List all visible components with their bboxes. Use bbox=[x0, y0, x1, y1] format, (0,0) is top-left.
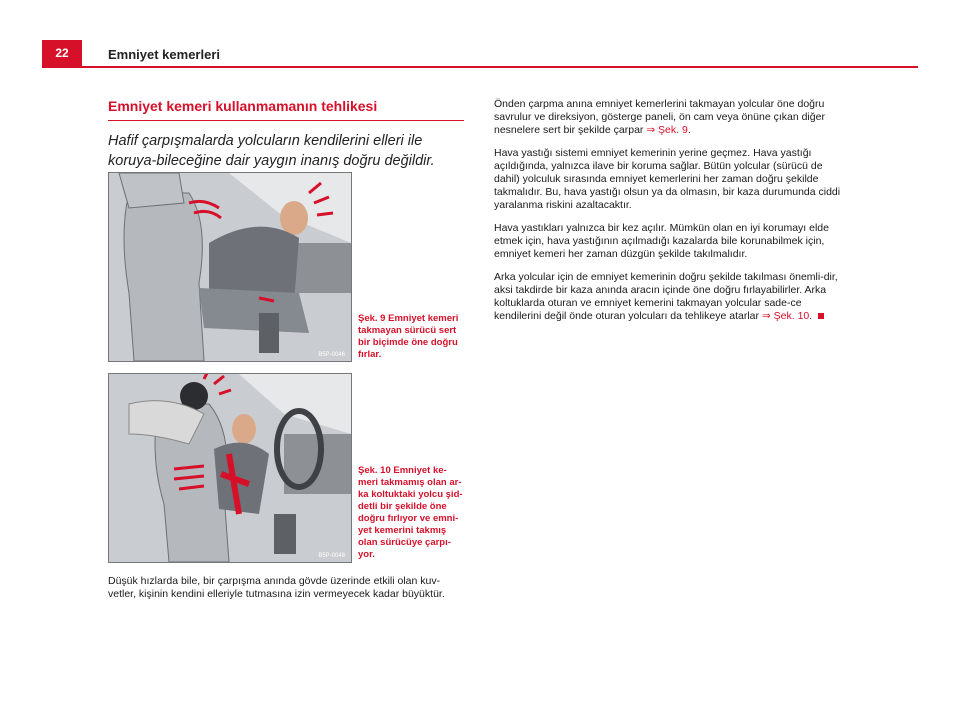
paragraph-2: Hava yastığı sistemi emniyet kemerinin yerine geçmez. Hava yastığı açıldığında, yalnızca ilave bir koruma sağlar. Bütün yolcular (sürücü de dahil) yolculuk sırasında emniyet kemerlerini her zaman doğru şekilde takmalıdır. Bu, hava yastığı olsun ya da olmasın, bir kaza durumunda ciddi yaralanma riskini azaltacaktır. bbox=[494, 147, 841, 211]
paragraph-3: Hava yastıkları yalnızca bir kez açılır. Mümkün olan en iyi korumayı elde etmek için, hava yastığının açılmadığı kazalarda bile korunabilmek için, emniyet kemeri her zaman düzgün şekilde takılmalıdır. bbox=[494, 222, 829, 260]
figure-9-illustration bbox=[108, 172, 352, 362]
figure-9-reference-link[interactable]: ⇒ Şek. 9 bbox=[646, 124, 688, 136]
header-divider bbox=[42, 66, 918, 68]
page-number: 22 bbox=[42, 40, 82, 66]
paragraph-1-text: Önden çarpma anına emniyet kemerlerini takmayan yolcular öne doğru savrulur ve direksiyon, gösterge paneli, ön cam veya önüne çıkan diğer nesnelere sert bir şekilde çarpar bbox=[494, 98, 825, 136]
section-title: Emniyet kemeri kullanmamanın tehlikesi bbox=[108, 98, 464, 121]
section-lead: Hafif çarpışmalarda yolcuların kendilerini elleri ile koruya-bileceğine dair yaygın inanış doğru değildir. bbox=[108, 133, 435, 169]
section-end-marker bbox=[818, 313, 824, 319]
paragraph-1 bbox=[494, 98, 850, 137]
paragraph-1-end: . bbox=[687, 124, 691, 136]
left-column bbox=[108, 98, 464, 171]
figure-10-reference-link[interactable]: ⇒ Şek. 10 bbox=[761, 310, 810, 322]
chapter-title: Emniyet kemerleri bbox=[108, 47, 221, 62]
left-footer-paragraph: Düşük hızlarda bile, bir çarpışma anında gövde üzerinde etkili olan kuv-vetler, kişinin kendini elleriyle tutmasına izin vermeyecek kadar büyüktür. bbox=[108, 575, 445, 600]
figure-10-illustration bbox=[108, 373, 352, 563]
figure-code: B5P-0046 bbox=[318, 352, 345, 358]
paragraph-4-text: Arka yolcular için de emniyet kemerinin doğru şekilde takılması önemli-dir, aksi takdirde bir kaza anında aracın içinde öne doğru fırlayabilirler. Arka koltuklarda oturan ve emniyet kemerini takmayan yolcular sade-ce kendilerini değil önde oturan yolcuları da tehlikeye atarlar bbox=[494, 271, 838, 322]
figure-9-caption: Şek. 9 Emniyet kemeri takmayan sürücü sert bir biçimde öne doğru fırlar. bbox=[358, 313, 459, 360]
paragraph-4 bbox=[494, 271, 850, 323]
figure-code: B5P-0048 bbox=[318, 553, 345, 559]
paragraph-4-end: . bbox=[809, 310, 813, 322]
right-column bbox=[494, 98, 850, 333]
figure-10-caption: Şek. 10 Emniyet ke-meri takmamış olan ar-ka koltuktaki yolcu şid-detli bir şekilde öne doğru fırlıyor ve emni-yet kemerini takmış olan sürücüye çarpı-yor. bbox=[358, 465, 463, 560]
